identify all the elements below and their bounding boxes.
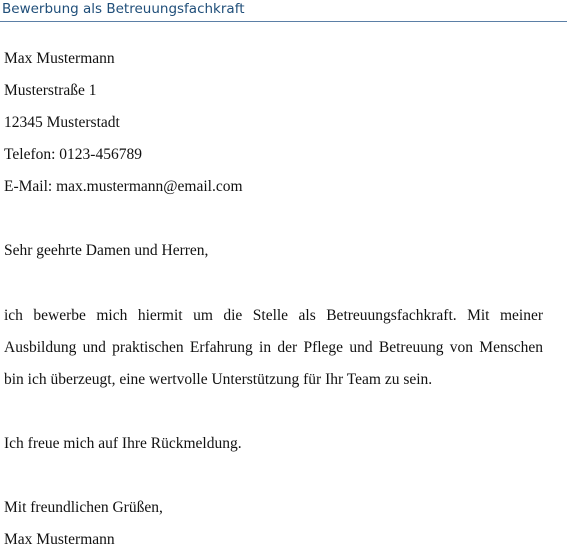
sender-phone: Telefon: 0123-456789 [4,146,142,163]
body-line-1: ich bewerbe mich hiermit um die Stelle als Betreuungsfachkraft. Mit meiner [4,307,543,324]
sender-email: E-Mail: max.mustermann@email.com [4,178,243,195]
sign-off: Mit freundlichen Grüßen, [4,499,163,516]
body-line-3: bin ich überzeugt, eine wertvolle Unterstützung für Ihr Team zu sein. [4,371,433,388]
header-divider [0,21,567,22]
closing-line: Ich freue mich auf Ihre Rückmeldung. [4,435,242,452]
sender-city: 12345 Musterstadt [4,114,120,131]
signature-name: Max Mustermann [4,531,115,548]
sender-street: Musterstraße 1 [4,82,97,99]
document-title: Bewerbung als Betreuungsfachkraft [2,1,245,17]
document-header [0,0,567,22]
salutation: Sehr geehrte Damen und Herren, [4,242,209,259]
body-line-2: Ausbildung und praktischen Erfahrung in der Pflege und Betreuung von Menschen [4,339,543,356]
sender-name: Max Mustermann [4,50,115,67]
